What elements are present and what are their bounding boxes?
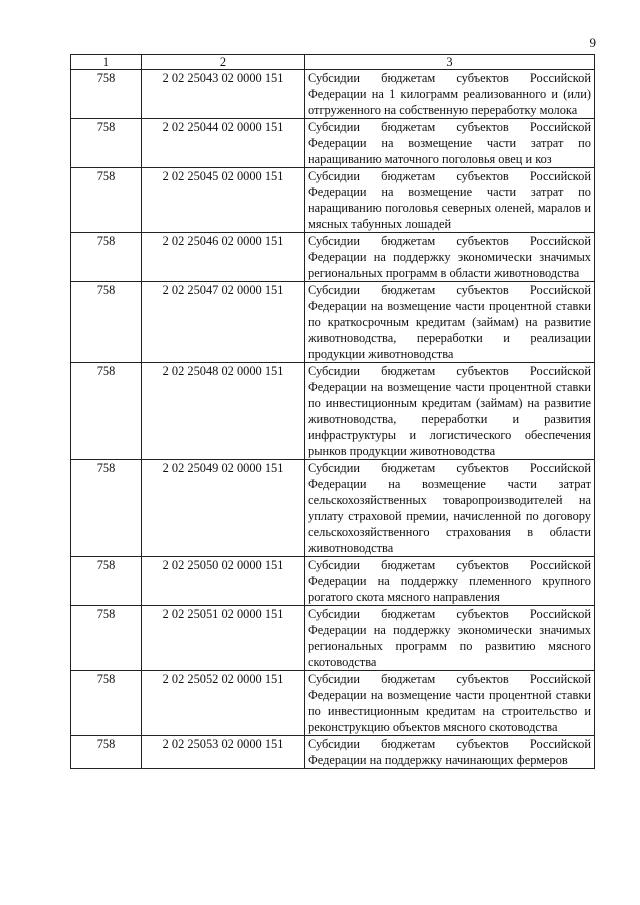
description-cell: Субсидии бюджетам субъектов Российской Федерации на возмещение части процентной ставки по краткосрочным кредитам (займам) на развитие животноводства, переработки и реализации продукции животноводства: [305, 282, 595, 363]
table-row: [71, 671, 595, 736]
description-cell: Субсидии бюджетам субъектов Российской Федерации на 1 килограмм реализованного и (или) отгруженного на собственную переработку молока: [305, 70, 595, 119]
column-header-3: 3: [305, 55, 595, 70]
admin-code-cell: 758: [71, 70, 142, 119]
admin-code-cell: 758: [71, 671, 142, 736]
admin-code-cell: 758: [71, 363, 142, 460]
table-row: [71, 460, 595, 557]
column-header-2: 2: [142, 55, 305, 70]
table-header-row: [71, 55, 595, 70]
description-cell: Субсидии бюджетам субъектов Российской Федерации на поддержку племенного крупного рогатого скота мясного направления: [305, 557, 595, 606]
table-row: [71, 233, 595, 282]
admin-code-cell: 758: [71, 460, 142, 557]
revenue-code-cell: 2 02 25046 02 0000 151: [142, 233, 305, 282]
revenue-code-cell: 2 02 25043 02 0000 151: [142, 70, 305, 119]
description-cell: Субсидии бюджетам субъектов Российской Федерации на возмещение части процентной ставки по инвестиционным кредитам на строительство и реконструкцию объектов мясного скотоводства: [305, 671, 595, 736]
revenue-code-cell: 2 02 25048 02 0000 151: [142, 363, 305, 460]
revenue-code-cell: 2 02 25050 02 0000 151: [142, 557, 305, 606]
revenue-codes-table: [70, 54, 595, 769]
admin-code-cell: 758: [71, 282, 142, 363]
description-cell: Субсидии бюджетам субъектов Российской Федерации на поддержку начинающих фермеров: [305, 736, 595, 769]
admin-code-cell: 758: [71, 557, 142, 606]
admin-code-cell: 758: [71, 736, 142, 769]
column-header-1: 1: [71, 55, 142, 70]
admin-code-cell: 758: [71, 606, 142, 671]
description-cell: Субсидии бюджетам субъектов Российской Федерации на поддержку экономически значимых региональных программ по развитию мясного скотоводства: [305, 606, 595, 671]
revenue-code-cell: 2 02 25044 02 0000 151: [142, 119, 305, 168]
table-row: [71, 70, 595, 119]
description-cell: Субсидии бюджетам субъектов Российской Федерации на возмещение части затрат по наращиванию поголовья северных оленей, маралов и мясных табунных лошадей: [305, 168, 595, 233]
table-row: [71, 557, 595, 606]
page-number: 9: [589, 35, 596, 50]
revenue-code-cell: 2 02 25049 02 0000 151: [142, 460, 305, 557]
description-cell: Субсидии бюджетам субъектов Российской Федерации на возмещение части процентной ставки по инвестиционным кредитам (займам) на развитие животноводства, переработки и развития инфраструктуры и логистического обеспечения рынков продукции животноводства: [305, 363, 595, 460]
table-row: [71, 606, 595, 671]
description-cell: Субсидии бюджетам субъектов Российской Федерации на поддержку экономически значимых региональных программ в области животноводства: [305, 233, 595, 282]
admin-code-cell: 758: [71, 168, 142, 233]
table-row: [71, 736, 595, 769]
revenue-code-cell: 2 02 25053 02 0000 151: [142, 736, 305, 769]
description-cell: Субсидии бюджетам субъектов Российской Федерации на возмещение части затрат сельскохозяйственных товаропроизводителей на уплату страховой премии, начисленной по договору сельскохозяйственного страхования в области животноводства: [305, 460, 595, 557]
table-row: [71, 168, 595, 233]
table-row: [71, 119, 595, 168]
table-row: [71, 363, 595, 460]
table-row: [71, 282, 595, 363]
admin-code-cell: 758: [71, 233, 142, 282]
revenue-code-cell: 2 02 25052 02 0000 151: [142, 671, 305, 736]
revenue-code-cell: 2 02 25047 02 0000 151: [142, 282, 305, 363]
revenue-code-cell: 2 02 25045 02 0000 151: [142, 168, 305, 233]
admin-code-cell: 758: [71, 119, 142, 168]
description-cell: Субсидии бюджетам субъектов Российской Федерации на возмещение части затрат по наращиванию маточного поголовья овец и коз: [305, 119, 595, 168]
revenue-code-cell: 2 02 25051 02 0000 151: [142, 606, 305, 671]
